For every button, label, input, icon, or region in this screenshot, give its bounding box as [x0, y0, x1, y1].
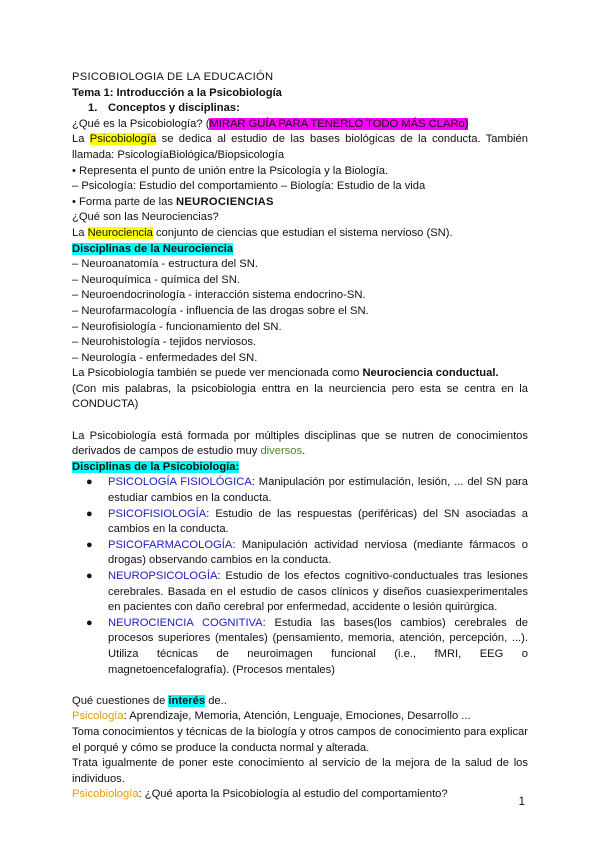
section-title: Conceptos y disciplinas: [108, 102, 240, 115]
paragraph-salud: Trata igualmente de poner este conocimiento al servicio de la mejora de la salud de los individuos. [72, 757, 528, 785]
list-item [72, 569, 528, 616]
list-item: – Neurofisiología - funcionamiento del SN. [72, 320, 282, 333]
psicologia-line [72, 709, 528, 725]
paragraph-personal-note: (Con mis palabras, la psicobiologia enttra en la neurciencia pero esta se centra en la CONDUCTA) [72, 382, 528, 411]
doc-title: PSICOBIOLOGIA DE LA EDUCACIÓN [72, 71, 274, 83]
discipline-text: : Manipulación actividad nerviosa (mediante fármacos o drogas) observando cambios en la conducta. [108, 538, 528, 567]
discipline-term: PSICOLOGÍA FISIOLÓGICA [108, 476, 252, 489]
heading-psico-disciplinas [72, 460, 528, 476]
bullet-icon: ● [86, 538, 93, 551]
text: • Forma parte de las [72, 195, 177, 208]
bullet-psicologia-biologia: – Psicología: Estudio del comportamiento – Biología: Estudio de la vida [72, 180, 426, 193]
list-item: – Neuroquímica - química del SN. [72, 273, 240, 286]
bullet-icon: ● [86, 476, 93, 489]
discipline-text: : Estudio de las respuestas (periféricas) del SN asociadas a cambios en la conducta. [108, 507, 528, 536]
neuro-list [72, 257, 528, 366]
discipline-term: NEUROPSICOLOGÍA [108, 570, 218, 582]
interes-highlight: interés [168, 694, 206, 707]
orange-label: Psicobiología [72, 788, 139, 801]
question-text: ¿Qué es la Psicobiología? ( [72, 117, 210, 130]
heading-highlight: Disciplinas de la Psicobiología: [72, 460, 240, 473]
psicobiologia-line [72, 787, 528, 803]
question-psicobiologia [72, 117, 528, 133]
text: La [72, 226, 88, 239]
text: : Aprendizaje, Memoria, Atención, Lenguaje, Emociones, Desarrollo ... [123, 710, 471, 723]
text: . [302, 445, 306, 458]
discipline-term: NEUROCIENCIA COGNITIVA [108, 616, 263, 629]
paragraph-multiples-disciplinas [72, 429, 528, 460]
bullet-icon: ● [86, 570, 93, 582]
text: La [72, 133, 90, 146]
bullet-icon: ● [86, 616, 93, 629]
bullet-icon: ● [86, 507, 93, 520]
bullet-union: • Representa el punto de unión entre la Psicología y la Biología. [72, 164, 389, 177]
term-highlight: Neurociencia [87, 226, 153, 239]
question-interes [72, 694, 528, 710]
discipline-term: PSICOFARMACOLOGÍA [108, 538, 233, 551]
neurociencias-bold: NEUROCIENCIAS [176, 195, 274, 208]
orange-label: Psicología [72, 710, 124, 723]
discipline-text: : Estudia las bases(los cambios) cerebrales de procesos superiores (mentales) (pensamiento, memoria, atención, percepción, ...). Utiliza técnicas de neuroimagen funcional (i.e., fMRI, EEG o magnetoencefalografía). (Procesos mentales) [108, 616, 528, 676]
paragraph-conocimientos: Toma conocimientos y técnicas de la biología y otros campos de conocimiento para explicar el porqué y cómo se produce la conducta normal y alterada. [72, 725, 528, 754]
text: conjunto de ciencias que estudian el sistema nervioso (SN). [152, 226, 453, 239]
paragraph-neurociencia [72, 226, 528, 242]
discipline-term: PSICOFISIOLOGÍA [108, 507, 207, 520]
document-page [72, 70, 528, 803]
heading-neuro-disciplinas [72, 242, 528, 258]
discipline-text: : Estudio de los efectos cognitivo-conductuales tras lesiones cerebrales. Basada en el estudio de casos clínicos y diseños cuasiexperimentales en pacientes con daño cerebral por enfermedad, accidente o lesión quirúrgica. [108, 570, 528, 614]
term-highlight: Psicobiología [89, 133, 157, 146]
list-item [72, 538, 528, 569]
green-word: diversos [260, 445, 303, 458]
list-item [72, 616, 528, 678]
psico-list [72, 475, 528, 678]
page-number: 1 [518, 796, 525, 808]
bold-term: Neurociencia conductual. [362, 367, 499, 380]
paragraph-definition [72, 132, 528, 163]
tema-heading: Tema 1: Introducción a la Psicobiología [72, 86, 282, 99]
text: La Psicobiología también se puede ver mencionada como [72, 367, 363, 380]
text: de.. [205, 694, 227, 707]
list-item: – Neuroendocrinología - interacción sistema endocrino-SN. [72, 289, 366, 302]
text: : ¿Qué aporta la Psicobiología al estudio del comportamiento? [138, 788, 448, 801]
question-neurociencias: ¿Qué son las Neurociencias? [72, 211, 219, 224]
text: Qué cuestiones de [72, 694, 169, 707]
discipline-text: : Manipulación por estimulación, lesión, ... del SN para estudiar cambios en la conducta. [108, 476, 528, 505]
list-item: – Neurología - enfermedades del SN. [72, 351, 258, 364]
section-number: 1. [88, 102, 98, 115]
bullet-neurociencias [72, 195, 528, 211]
list-item [72, 507, 528, 538]
list-item: – Neurohistología - tejidos nerviosos. [72, 336, 257, 349]
list-item: – Neuroanatomía - estructura del SN. [72, 258, 258, 271]
text: La Psicobiología está formada por múltiples disciplinas que se nutren de conocimientos derivados de campos de estudio muy [72, 429, 528, 458]
paragraph-neurociencia-conductual [72, 366, 528, 382]
guide-note-highlight: MIRAR GUÍA PARA TENERLO TODO MÁS CLARo) [209, 117, 469, 130]
section-heading [72, 101, 528, 117]
list-item: – Neurofarmacología - influencia de las drogas sobre el SN. [72, 304, 369, 317]
list-item [72, 475, 528, 506]
heading-highlight: Disciplinas de la Neurociencia [72, 242, 234, 255]
text: se dedica al estudio de las bases biológicas de la conducta. También llamada: PsicologíaBiológica/Biopsicología [72, 133, 528, 161]
